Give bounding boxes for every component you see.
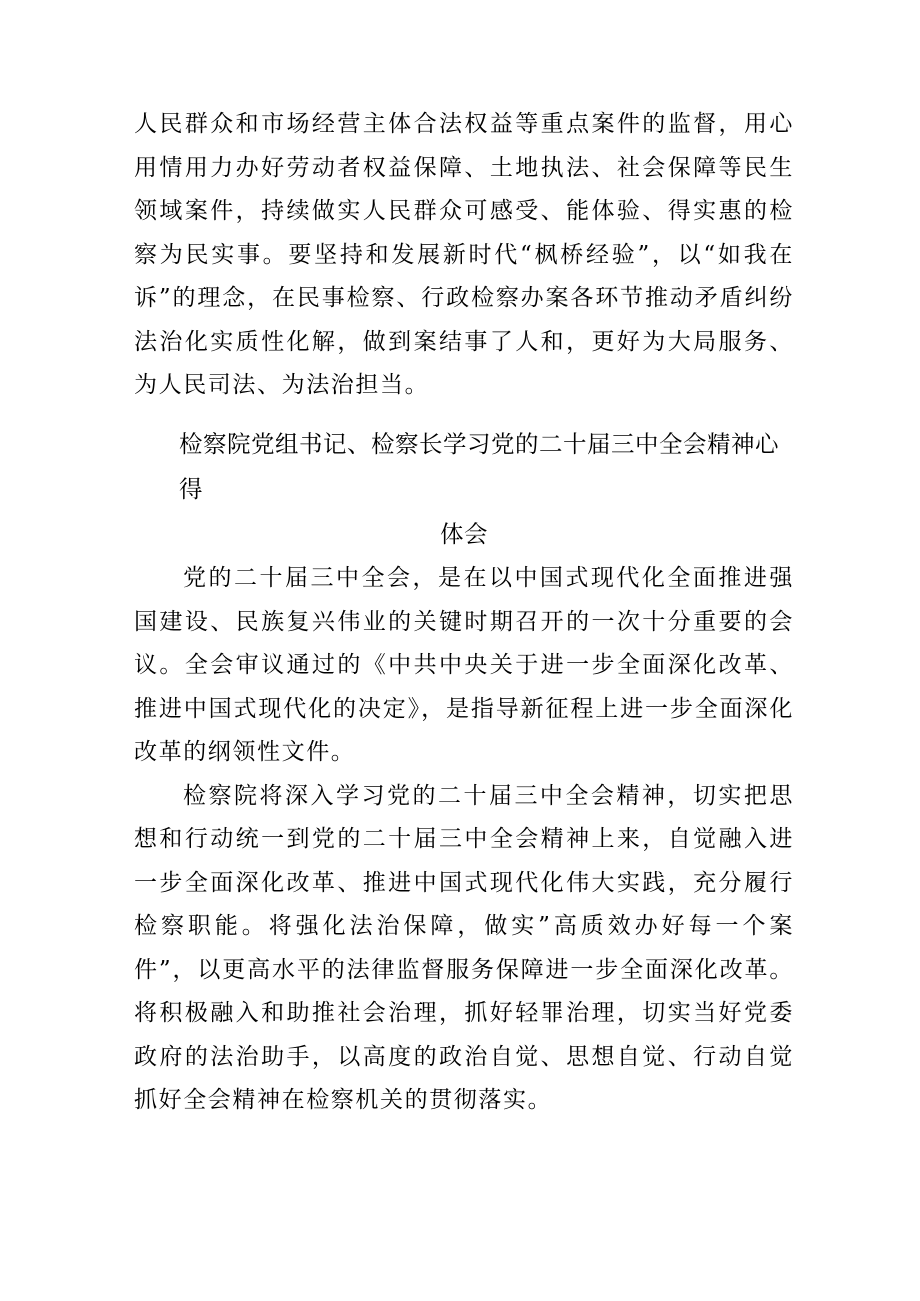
article-title xyxy=(134,422,794,557)
body-paragraph: 检察院将深入学习党的二十届三中全会精神，切实把思想和行动统一到党的二十届三中全会精神上来，自觉融入进一步全面深化改革、推进中国式现代化伟大实践，充分履行检察职能。将强化法治保障，做实”高质效办好每一个案件”，以更高水平的法律监督服务保障进一步全面深化改革。将积极融入和助推社会治理，抓好轻罪治理，切实当好党委政府的法治助手，以高度的政治自觉、思想自觉、行动自觉抓好全会精神在检察机关的贯彻落实。 xyxy=(134,782,794,1113)
carryover-paragraph: 人民群众和市场经营主体合法权益等重点案件的监督，用心用情用力办好劳动者权益保障、土地执法、社会保障等民生领域案件，持续做实人民群众可感受、能体验、得实惠的检察为民实事。要坚持和发展新时代“枫桥经验”，以“如我在诉”的理念，在民事检察、行政检察办案各环节推动矛盾纠纷法治化实质性化解，做到案结事了人和，更好为大局服务、为人民司法、为法治担当。 xyxy=(134,111,794,398)
body-paragraph: 党的二十届三中全会，是在以中国式现代化全面推进强国建设、民族复兴伟业的关键时期召开的一次十分重要的会议。全会审议通过的《中共中央关于进一步全面深化改革、推进中国式现代化的决定》，是指导新征程上进一步全面深化改革的纲领性文件。 xyxy=(134,565,794,765)
article-body xyxy=(134,557,794,1123)
article-title-line-2: 体会 xyxy=(440,520,488,548)
article-title-line-1: 检察院党组书记、检察长学习党的二十届三中全会精神心得 xyxy=(179,430,779,503)
